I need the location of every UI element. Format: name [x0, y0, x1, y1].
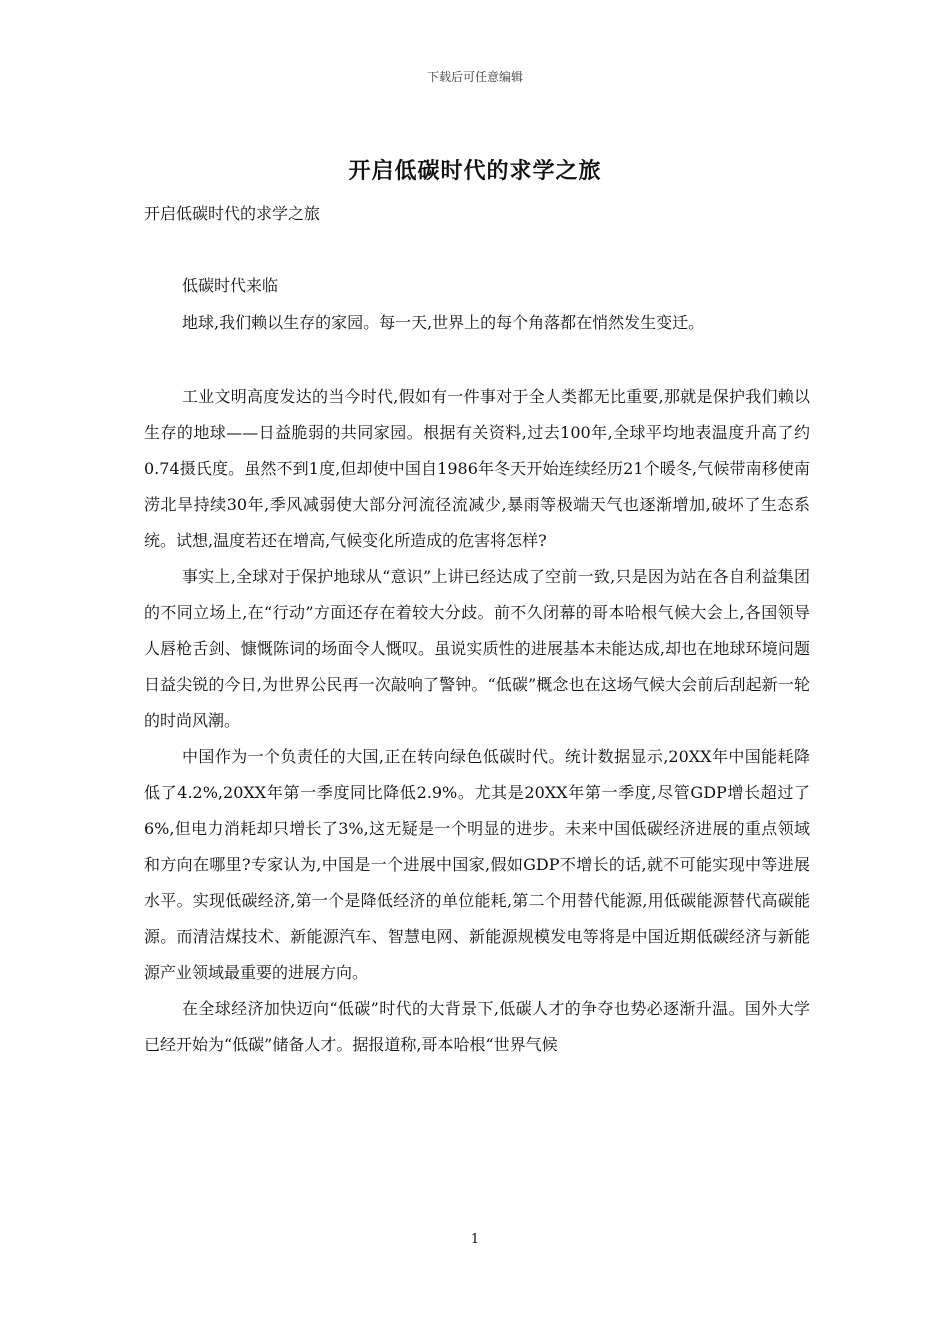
body-paragraph: 事实上,全球对于保护地球从“意识”上讲已经达成了空前一致,只是因为站在各自利益集团的不同立场上,在“行动”方面还存在着较大分歧。前不久闭幕的哥本哈根气候大会上,各国领导人唇枪舌剑、慷慨陈词的场面令人慨叹。虽说实质性的进展基本未能达成,却也在地球环境问题日益尖锐的今日,为世界公民再一次敲响了警钟。“低碳”概念也在这场气候大会前后刮起新一轮的时尚风潮。 [144, 567, 810, 730]
document-title: 开启低碳时代的求学之旅 [348, 158, 602, 184]
body-paragraph: 在全球经济加快迈向“低碳”时代的大背景下,低碳人才的争夺也势必逐渐升温。国外大学已经开始为“低碳”储备人才。据报道称,哥本哈根“世界气候 [144, 999, 810, 1054]
body-paragraph: 中国作为一个负责任的大国,正在转向绿色低碳时代。统计数据显示,20XX年中国能耗降低了4.2%,20XX年第一季度同比降低2.9%。尤其是20XX年第一季度,尽管GDP增长超过了6%,但电力消耗却只增长了3%,这无疑是一个明显的进步。未来中国低碳经济进展的重点领域和方向在哪里?专家认为,中国是一个进展中国家,假如GDP不增长的话,就不可能实现中等进展水平。实现低碳经济,第一个是降低经济的单位能耗,第二个用替代能源,用低碳能源替代高碳能源。而清洁煤技术、新能源汽车、智慧电网、新能源规模发电等将是中国近期低碳经济与新能源产业领域最重要的进展方向。 [144, 747, 810, 982]
section-heading: 低碳时代来临 [182, 276, 279, 295]
page-number: 1 [470, 1232, 480, 1247]
document-body [144, 379, 810, 1063]
document-subtitle: 开启低碳时代的求学之旅 [144, 204, 321, 223]
page-header-note: 下载后可任意编辑 [426, 70, 523, 84]
body-paragraph: 工业文明高度发达的当今时代,假如有一件事对于全人类都无比重要,那就是保护我们赖以生存的地球——日益脆弱的共同家园。根据有关资料,过去100年,全球平均地表温度升高了约0.74摄氏度。虽然不到1度,但却使中国自1986年冬天开始连续经历21个暖冬,气候带南移使南涝北旱持续30年,季风减弱使大部分河流径流减少,暴雨等极端天气也逐渐增加,破坏了生态系统。试想,温度若还在增高,气候变化所造成的危害将怎样? [144, 387, 810, 550]
intro-paragraph: 地球,我们赖以生存的家园。每一天,世界上的每个角落都在悄然发生变迁。 [182, 313, 705, 332]
